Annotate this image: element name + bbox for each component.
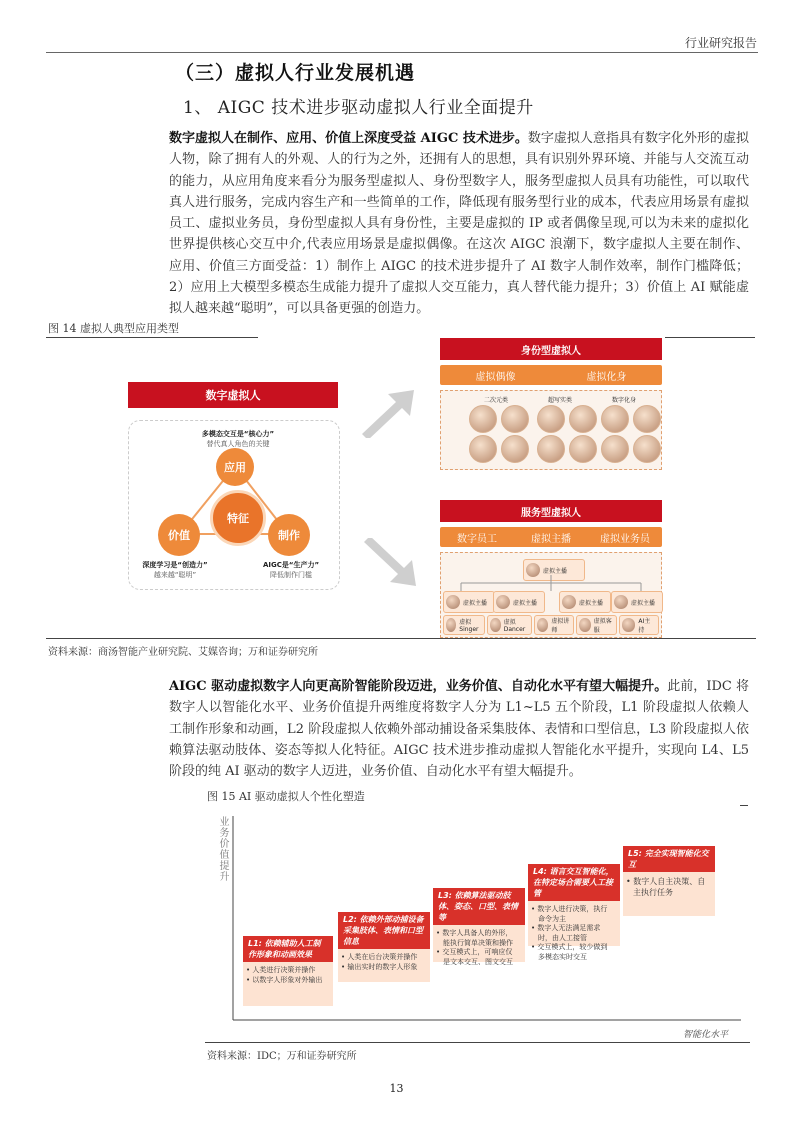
avatar <box>446 618 456 632</box>
report-type-header: 行业研究报告 <box>684 36 757 50</box>
host-card-4 <box>611 591 663 613</box>
avatar-row-4 <box>469 435 529 463</box>
card-label: 虚拟Singer <box>459 619 479 633</box>
figure15-rule-mark <box>740 805 748 806</box>
avatar-group-label-3: 数字化身 <box>611 397 636 404</box>
figure14-source: 资料来源：商汤智能产业研究院、艾媒咨询；万和证券研究所 <box>48 647 318 658</box>
bottom-card <box>487 615 532 635</box>
stage-l3-heading: L3: 依赖算法驱动肢体、姿态、口型、表情等 <box>433 888 525 925</box>
paragraph-body: 数字虚拟人意指具有数字化外形的虚拟人物，除了拥有人的外观、人的行为之外，还拥有人的思想，具有识别外界环境、并能与人交流互动的能力，从应用角度来看分为服务型虚拟人、身份型数字人，服务型虚拟人员具有功能性，可以取代真人进行服务，完成内容生产和一些简单的工作，降低现有服务型行业的成本，代表应用场景有虚拟员工、虚拟业务员，身份型虚拟人具有身份性，主要是虚拟的 IP 或者偶像呈现,可以为未来的虚拟化世界提供核心交互中介,代表应用场景是虚拟偶像。在这次 AIGC 浪潮下，数字虚拟人主要在制作、应用、价值三方面受益：1）制作上 AIGC 的技术进步提升了 AI 数字人制作效率，制作门槛降低；2）应用上大模型多模态生成能力提升了虚拟人交互能力，真人替代能力提升；3）价值上 AI 赋能虚拟人越来越“聪明”，可以具备更强的创造力。 <box>169 131 749 317</box>
service-tags-bar <box>440 527 662 547</box>
host-card-2 <box>493 591 545 613</box>
stage-l2 <box>338 912 430 982</box>
avatar <box>622 618 636 632</box>
identity-tags-bar <box>440 365 662 385</box>
stage-l4 <box>528 864 620 961</box>
figure15-bottom-rule <box>205 1042 750 1043</box>
value-note: 深度学习是“创造力” <box>142 561 208 569</box>
card-label: 虚拟客服 <box>593 618 612 634</box>
digital-human-title-bar: 数字虚拟人 <box>128 382 338 408</box>
bottom-card <box>534 615 574 635</box>
service-tree-panel <box>440 552 662 638</box>
stage-item: • 人类进行决策并操作 <box>253 966 327 976</box>
node-production: 制作 <box>268 514 310 556</box>
stage-l4-items <box>528 901 620 966</box>
paragraph-lead: AIGC 驱动虚拟数字人向更高阶智能阶段迈进，业务价值、自动化水平有望大幅提升。 <box>169 679 668 694</box>
card-label: 虚拟主播 <box>579 599 604 607</box>
card-label: 虚拟主播 <box>631 599 656 607</box>
stage-item: • 数字人具备人的外形，能执行简单决策和操作 <box>443 929 519 948</box>
stage-item: • 数字人进行决策，执行命令为主 <box>538 905 614 924</box>
tag-virtual-salesperson: 虚拟业务员 <box>600 533 650 545</box>
stage-l3-items <box>433 925 525 971</box>
avatar-row-5 <box>537 435 597 463</box>
bottom-card <box>443 615 485 635</box>
node-value: 价值 <box>158 514 200 556</box>
avatar <box>614 595 628 609</box>
avatar-row-3 <box>601 405 661 433</box>
figure15-source: 资料来源：IDC；万和证券研究所 <box>207 1051 357 1062</box>
core-note: 多模态交互是“核心力” <box>201 430 275 438</box>
stage-item: • 人类在后台决策并操作 <box>348 953 424 963</box>
paragraph-lead: 数字虚拟人在制作、应用、价值上深度受益 AIGC 技术进步。 <box>169 131 528 146</box>
figure15-caption: 图 15 AI 驱动虚拟人个性化塑造 <box>207 790 365 803</box>
avatar-group-label-1: 二次元类 <box>483 397 508 404</box>
production-note: AIGC是“生产力” <box>262 561 320 569</box>
avatar <box>537 618 549 632</box>
host-card-1 <box>443 591 495 613</box>
avatar-row-6 <box>601 435 661 463</box>
figure14-top-rule-right <box>665 337 755 338</box>
figure15-diagram <box>205 808 750 1040</box>
stage-l3 <box>433 888 525 966</box>
card-label: 虚拟主播 <box>513 599 538 607</box>
node-application: 应用 <box>216 448 254 486</box>
avatar <box>469 435 497 463</box>
avatar <box>562 595 576 609</box>
production-note-sub: 降低制作门槛 <box>270 571 312 579</box>
stage-item: • 交互模式上，较少做到多模态实时交互 <box>538 943 614 962</box>
page-number: 13 <box>389 1082 404 1095</box>
section-title: （三）虚拟人行业发展机遇 <box>175 62 416 84</box>
stage-l1 <box>243 936 333 1006</box>
host-label: 虚拟主播 <box>543 567 568 575</box>
avatar <box>579 618 591 632</box>
card-label: 虚拟讲师 <box>551 618 570 634</box>
figure14-diagram <box>128 338 668 638</box>
tag-virtual-avatar: 虚拟化身 <box>586 371 627 383</box>
paragraph-digital-human <box>169 128 749 320</box>
stage-l5-heading: L5: 完全实现智能化交互 <box>623 846 715 872</box>
avatar <box>496 595 510 609</box>
tag-virtual-idol: 虚拟偶像 <box>475 371 516 383</box>
stage-item: • 数字人无法满足需求时，由人工接管 <box>538 924 614 943</box>
avatar <box>569 435 597 463</box>
avatar-row-2 <box>537 405 597 433</box>
avatar <box>446 595 460 609</box>
stage-l4-heading: L4: 语言交互智能化，在特定场合需要人工接管 <box>528 864 620 901</box>
card-label: 虚拟Dancer <box>503 619 526 633</box>
paragraph-body: 此前，IDC 将数字人以智能化水平、业务价值提升两维度将数字人分为 L1~L5 五个阶段，L1 阶段虚拟人依赖人工制作形象和动画，L2 阶段虚拟人依赖外部动捕设备采集肢体、表情和口型信息，L3 阶段虚拟人依赖算法驱动肢体、姿态等拟人化特征。AIGC 技术进步推动虚拟人智能化水平提升，实现向 L4、L5 阶段的纯 AI 驱动的数字人迈进，业务价值、自动化水平有望大幅提升。 <box>169 679 749 780</box>
arrow-down-right-icon <box>360 538 420 588</box>
card-label: AI主持 <box>638 618 651 634</box>
service-human-title-bar: 服务型虚拟人 <box>440 500 662 522</box>
stage-l1-heading: L1: 依赖辅助人工制作形象和动画效果 <box>243 936 333 962</box>
stage-item: • 数字人自主决策、自主执行任务 <box>633 876 709 898</box>
node-feature: 特征 <box>210 490 266 546</box>
avatar-row-1 <box>469 405 529 433</box>
host-card-3 <box>559 591 611 613</box>
figure14-bottom-rule <box>46 638 756 639</box>
avatar <box>633 435 661 463</box>
y-axis-label: 业务价值提升 <box>217 816 228 882</box>
x-axis-label: 智能化水平 <box>683 1030 729 1040</box>
avatar <box>469 405 497 433</box>
stage-l5 <box>623 846 715 916</box>
paragraph-aigc-driven <box>169 676 749 782</box>
avatar-group-label-2: 超写实类 <box>547 397 572 404</box>
value-note-sub: 越来越“聪明” <box>153 571 197 579</box>
card-label: 虚拟主播 <box>463 599 488 607</box>
avatar <box>537 435 565 463</box>
avatar <box>569 405 597 433</box>
stage-item: • 交互模式上，可响应仅是文本交互、图文交互 <box>443 948 519 967</box>
tag-virtual-host: 虚拟主播 <box>531 533 571 545</box>
stage-l5-items <box>623 872 715 902</box>
figure14-caption: 图 14 虚拟人典型应用类型 <box>48 322 179 335</box>
identity-avatars-panel <box>440 390 662 470</box>
stage-l2-items <box>338 949 430 976</box>
bottom-card <box>619 615 659 635</box>
stage-l1-items <box>243 962 333 989</box>
bottom-card-row <box>443 615 659 635</box>
stage-item: • 以数字人形象对外输出 <box>253 976 327 986</box>
avatar <box>633 405 661 433</box>
stage-l2-heading: L2: 依赖外部动捕设备采集肢体、表情和口型信息 <box>338 912 430 949</box>
header-divider <box>46 52 758 53</box>
avatar <box>601 405 629 433</box>
core-note-sub: 替代真人角色的关键 <box>206 440 270 448</box>
subsection-title: 1、 AIGC 技术进步驱动虚拟人行业全面提升 <box>183 98 534 118</box>
bottom-card <box>576 615 616 635</box>
avatar <box>501 435 529 463</box>
tag-digital-staff: 数字员工 <box>457 533 497 545</box>
avatar <box>501 405 529 433</box>
stage-item: • 输出实时的数字人形象 <box>348 963 424 973</box>
identity-human-title-bar: 身份型虚拟人 <box>440 338 662 360</box>
avatar <box>490 618 500 632</box>
avatar <box>537 405 565 433</box>
arrow-up-right-icon <box>358 388 418 438</box>
avatar <box>601 435 629 463</box>
